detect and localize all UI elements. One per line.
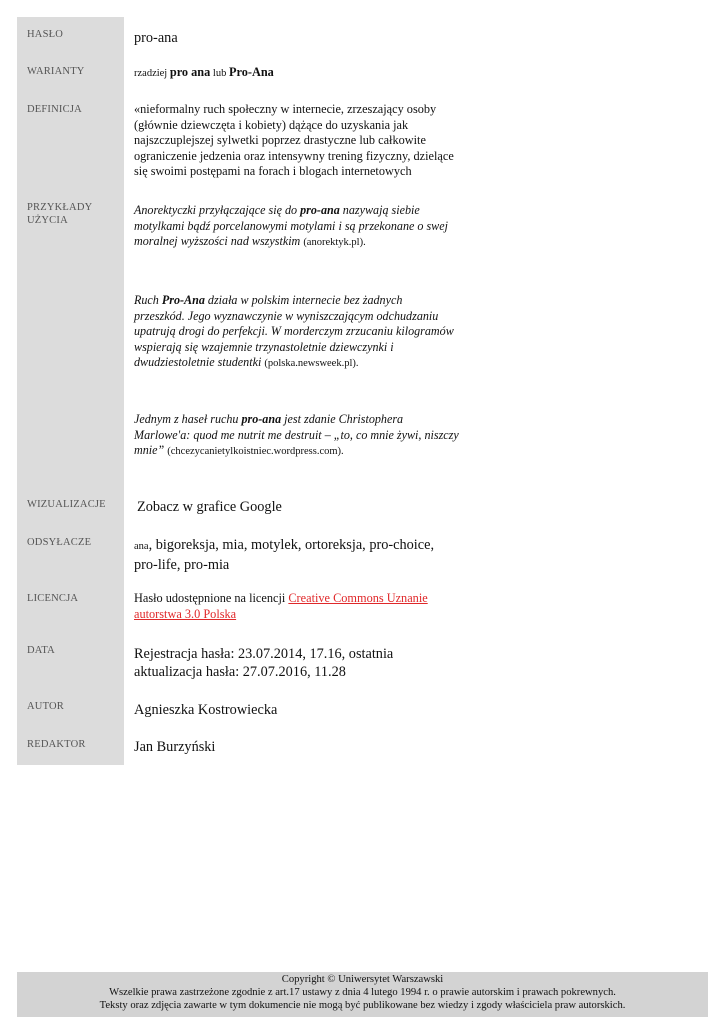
definition: «nieformalny ruch społeczny w internecie, zrzeszający osoby (głównie dziewczęta i kobiety) dążące do uzyskania jak najszczuplejszej sylwetki poprzez drastyczne lub całkowite ograniczenie jedzenia oraz intensywny trening fizyczny, dzielące się swoimi postępami na forach i blogach internetowych <box>134 102 454 178</box>
variant-1: pro ana <box>169 65 211 79</box>
label-data: DATA <box>27 645 55 656</box>
example-2-text: Ruch <box>134 293 162 307</box>
label-przyklady-line1: PRZYKŁADY <box>27 202 93 213</box>
example-1-headword: pro-ana <box>300 203 340 217</box>
footer-notice: Teksty oraz zdjęcia zawarte w tym dokumencie nie mogą być publikowane bez wiedzy i zgody właściciela praw autorskich. <box>99 1000 626 1011</box>
example-1-text: Anorektyczki przyłączające się do <box>134 203 301 217</box>
variants-prefix: rzadziej <box>134 68 170 79</box>
license-link[interactable]: Creative Commons Uznanie autorstwa 3.0 Polska <box>134 591 428 621</box>
example-1-text-cont: nazywają siebie motylkami bądź porcelanowymi motylami i są przekonane o swej moralnej wyższości nad wszystkim <box>134 203 448 248</box>
variants <box>134 65 464 82</box>
example-2-text-cont: działa w polskim internecie bez żadnych przeszkód. Jego wyznawczynie w wyniszczającym odchudzaniu upatrują drogi do perfekcji. W morderczym zrzucaniu kilogramów wspierają się wzajemnie trzynastoletnie dziewczynki i dwudziestoletnie studentki <box>134 293 454 369</box>
example-1-source: (anorektyk.pl). <box>303 237 366 248</box>
variant-2: Pro-Ana <box>228 65 274 79</box>
example-2-headword: Pro-Ana <box>161 293 205 307</box>
copyright-footer <box>17 972 708 1017</box>
cross-references <box>134 536 454 574</box>
label-przyklady-line2: UŻYCIA <box>27 215 68 226</box>
example-3 <box>134 412 460 460</box>
headword: pro-ana <box>134 30 178 46</box>
variants-mid: lub <box>210 68 229 79</box>
label-przyklady <box>27 201 122 227</box>
example-3-text-cont: jest zdanie Christophera Marlowe'a: quod me nutrit me destruit – „to, co mnie żywi, niszczy mnie” <box>134 412 459 457</box>
label-redaktor: REDAKTOR <box>27 739 86 750</box>
footer-rights: Wszelkie prawa zastrzeżone zgodnie z art.17 ustawy z dnia 4 lutego 1994 r. o prawie autorskim i prawach pokrewnych. <box>109 987 616 998</box>
cross-ref-first[interactable]: ana <box>134 541 149 552</box>
label-warianty: WARIANTY <box>27 66 85 77</box>
example-1 <box>134 203 464 251</box>
label-haslo: HASŁO <box>27 29 64 40</box>
label-wizualizacje: WIZUALIZACJE <box>27 499 106 510</box>
example-2-source: (polska.newsweek.pl). <box>264 358 359 369</box>
label-definicja: DEFINICJA <box>27 104 82 115</box>
label-licencja: LICENCJA <box>27 593 79 604</box>
license-text: Hasło udostępnione na licencji <box>134 591 289 605</box>
example-3-headword: pro-ana <box>241 412 282 426</box>
label-odsylacze: ODSYŁACZE <box>27 537 92 548</box>
dates: Rejestracja hasła: 23.07.2014, 17.16, ostatnia aktualizacja hasła: 27.07.2016, 11.28 <box>134 646 394 680</box>
footer-copyright: Copyright © Uniwersytet Warszawski <box>281 974 444 985</box>
cross-ref-list[interactable]: , bigoreksja, mia, motylek, ortoreksja, pro-choice, pro-life, pro-mia <box>134 537 435 573</box>
google-images-link[interactable]: Zobacz w grafice Google <box>137 499 282 515</box>
example-2 <box>134 293 456 372</box>
label-autor: AUTOR <box>27 701 64 712</box>
example-3-source: (chcezycanietylkoistniec.wordpress.com). <box>167 446 344 457</box>
editor: Jan Burzyński <box>134 739 216 755</box>
example-3-text: Jednym z haseł ruchu <box>134 412 242 426</box>
author: Agnieszka Kostrowiecka <box>134 702 278 718</box>
license <box>134 591 444 622</box>
